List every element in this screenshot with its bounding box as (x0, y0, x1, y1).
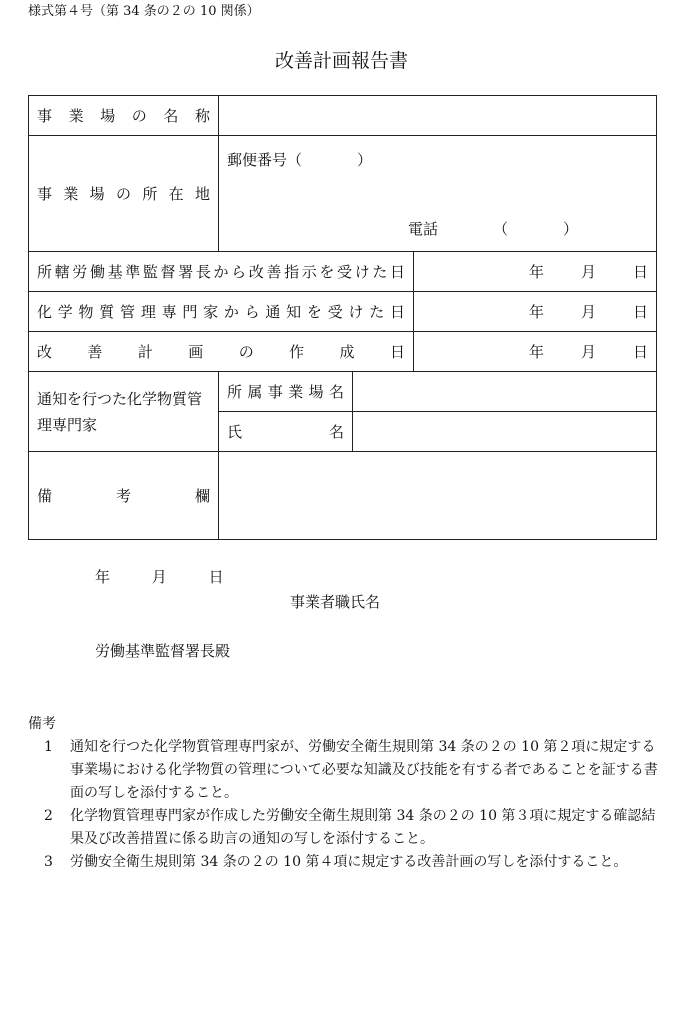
footer-year: 年 (95, 568, 111, 586)
addressee: 労働基準監督署長殿 (95, 642, 231, 660)
postal-label: 郵便番号（ (227, 150, 303, 169)
note-text: 労働安全衛生規則第 34 条の２の 10 第４項に規定する改善計画の写しを添付すること。 (70, 854, 628, 870)
date-day: 日 (633, 343, 649, 361)
note-number: 1 (44, 739, 53, 755)
remarks-field[interactable] (219, 452, 657, 540)
page-title: 改善計画報告書 (274, 50, 408, 72)
date-day: 日 (633, 263, 649, 281)
notes-section (28, 713, 660, 874)
phone-open: （ (493, 219, 509, 238)
date-month: 月 (581, 303, 597, 321)
date-month: 月 (581, 343, 597, 361)
note-item (28, 736, 660, 805)
phone-close: ） (563, 219, 579, 238)
plan-date-label: 改善計画の作成日 (29, 332, 414, 372)
expert-name-field[interactable] (353, 412, 657, 452)
date-month: 月 (581, 263, 597, 281)
phone-label: 電話 (408, 219, 439, 238)
affiliation-field[interactable] (353, 372, 657, 412)
report-form-table (28, 95, 657, 540)
workplace-address-field[interactable] (219, 136, 657, 252)
note-item (28, 851, 660, 874)
note-number: 2 (44, 808, 53, 824)
date-day: 日 (633, 303, 649, 321)
instruction-date-field[interactable] (414, 252, 657, 292)
date-year: 年 (529, 263, 545, 281)
postal-close: ） (357, 150, 373, 169)
note-text: 化学物質管理専門家が作成した労働安全衛生規則第 34 条の２の 10 第３項に規定する確認結果及び改善措置に係る助言の通知の写しを添付すること。 (70, 808, 656, 847)
expert-name-label: 氏名 (219, 412, 353, 452)
footer-month: 月 (151, 568, 167, 586)
workplace-name-label: 事業場の名称 (29, 96, 219, 136)
form-number: 様式第４号（第 34 条の２の 10 関係） (28, 4, 260, 19)
notes-heading: 備考 (28, 716, 56, 732)
plan-date-field[interactable] (414, 332, 657, 372)
note-text: 通知を行つた化学物質管理専門家が、労働安全衛生規則第 34 条の２の 10 第２項に規定する事業場における化学物質の管理について必要な知識及び技能を有する者であることを証する書面の写しを添付すること。 (70, 739, 658, 801)
submission-date (95, 566, 261, 587)
postal-code (227, 149, 648, 170)
phone (227, 218, 648, 239)
employer-label: 事業者職氏名 (290, 593, 381, 611)
notice-date-label: 化学物質管理専門家から通知を受けた日 (29, 292, 414, 332)
expert-label: 通知を行つた化学物質管理専門家 (29, 372, 219, 452)
note-number: 3 (44, 854, 53, 870)
footer-day: 日 (208, 568, 224, 586)
date-year: 年 (529, 303, 545, 321)
date-year: 年 (529, 343, 545, 361)
note-item (28, 805, 660, 851)
remarks-label: 備考欄 (29, 452, 219, 540)
workplace-name-field[interactable] (219, 96, 657, 136)
notice-date-field[interactable] (414, 292, 657, 332)
instruction-date-label: 所轄労働基準監督署長から改善指示を受けた日 (29, 252, 414, 292)
workplace-address-label: 事業場の所在地 (29, 136, 219, 252)
affiliation-label: 所属事業場名 (219, 372, 353, 412)
